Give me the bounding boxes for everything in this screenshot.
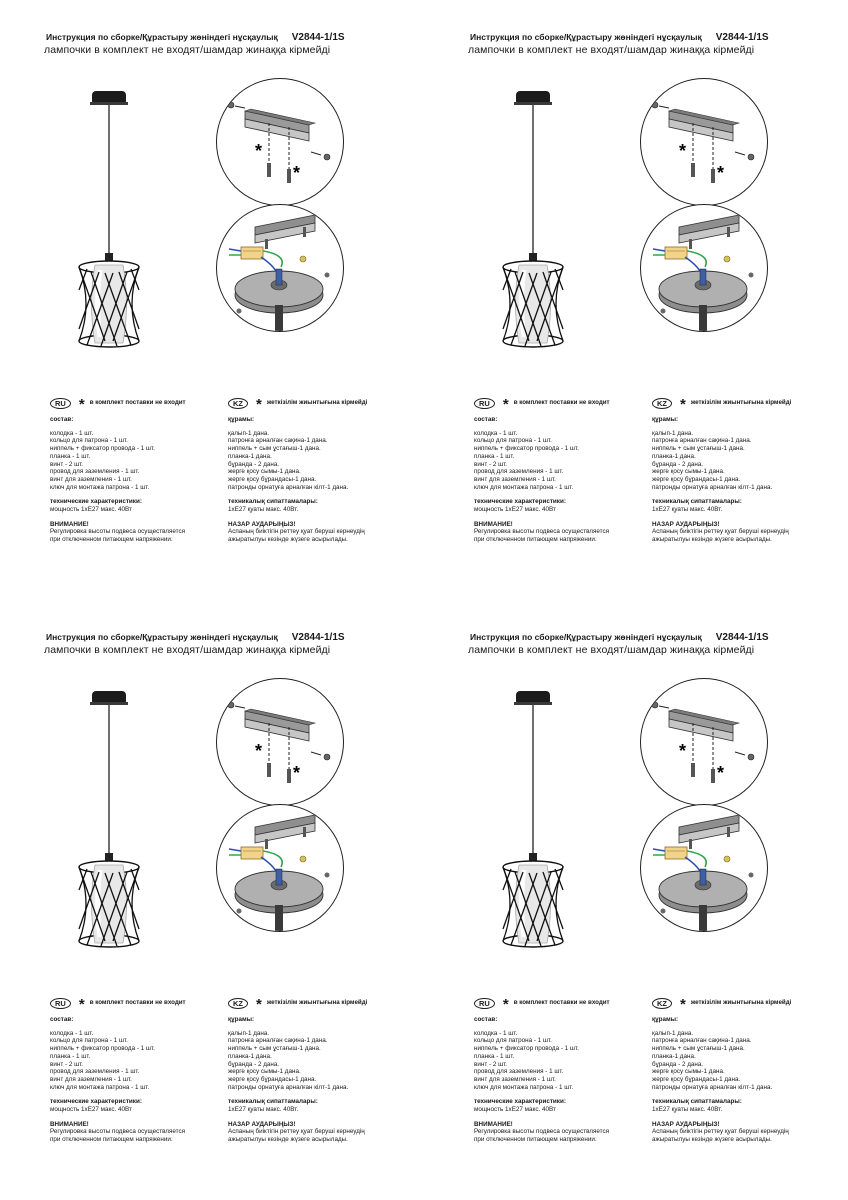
- ru-contents-label: состав:: [474, 1016, 498, 1023]
- kz-contents-item: жерге қосу бұрандасы-1 дана.: [652, 1075, 741, 1083]
- ru-contents-item: ниппель + фиксатор провода - 1 шт.: [474, 445, 579, 453]
- terminal-block: [665, 847, 687, 859]
- ru-not-included-row: [474, 396, 644, 413]
- terminal-block: [665, 247, 687, 259]
- kz-contents-item: ниппель + сым ұстағыш-1 дана.: [228, 1045, 321, 1053]
- ru-contents-item: ключ для монтажа патрона - 1 шт.: [474, 1083, 574, 1091]
- pendant-lamp-illustration: [60, 85, 170, 355]
- mounting-bar-diagram: [216, 678, 344, 806]
- screw-icon: [748, 754, 754, 760]
- instruction-sheet: [0, 600, 424, 1200]
- ru-contents-item: кольцо для патрона - 1 шт.: [50, 437, 128, 445]
- ru-warning-line: при отключенном питающем напряжении.: [50, 1136, 173, 1144]
- kz-contents-items: [228, 430, 418, 492]
- kz-contents-item: жерге қосу сымы-1 дана.: [228, 468, 301, 476]
- kz-specifications: [652, 498, 842, 513]
- kz-not-included-note: жеткізілім жиынтығына кірмейді: [690, 999, 792, 1007]
- kz-contents-items: [652, 1030, 842, 1092]
- pendant-lamp-illustration: [60, 685, 170, 955]
- kz-language-badge: KZ: [228, 398, 248, 409]
- ru-warning: [474, 521, 644, 544]
- kz-contents-item: жерге қосу бұрандасы-1 дана.: [652, 475, 741, 483]
- kz-spec-value: 1хЕ27 қуаты макс. 40Вт.: [652, 1106, 723, 1114]
- kz-contents-item: патронға арналған сақина-1 дана.: [652, 1037, 752, 1045]
- kz-not-included-note: жеткізілім жиынтығына кірмейді: [266, 999, 368, 1007]
- asterisk-mark: *: [293, 163, 301, 183]
- ru-spec-heading: технические характеристики:: [474, 498, 566, 506]
- ru-contents-item: провод для заземления - 1 шт.: [474, 468, 564, 476]
- ru-not-included-note: в комплект поставки не входит: [513, 999, 610, 1007]
- russian-parts-list: [50, 396, 220, 544]
- kz-contents-item: патронды орнатуға арналған кілт-1 дана.: [652, 1083, 773, 1091]
- kz-warning-line: ажыратылуы кезінде жүзеге асырылады.: [652, 1136, 772, 1144]
- kz-warning-heading: НАЗАР АУДАРЫҢЫЗ!: [228, 1120, 296, 1128]
- ru-contents-items: [474, 1030, 644, 1092]
- kz-spec-heading: техникалық сипаттамалары:: [652, 498, 742, 506]
- instruction-sheet: [424, 600, 848, 1200]
- wiring-canopy-diagram: [216, 204, 344, 332]
- kz-language-badge: KZ: [228, 998, 248, 1009]
- asterisk-icon: *: [78, 396, 85, 413]
- ru-contents-item: винт для заземления - 1 шт.: [474, 1075, 556, 1083]
- kz-not-included-note: жеткізілім жиынтығына кірмейді: [266, 399, 368, 407]
- kz-contents-item: планка-1 дана.: [228, 1052, 272, 1060]
- ru-contents-label: состав:: [50, 1016, 74, 1023]
- mounting-bar-diagram: [640, 678, 768, 806]
- kz-contents-item: жерге қосу сымы-1 дана.: [652, 468, 725, 476]
- russian-parts-list: [474, 996, 644, 1144]
- ru-contents-item: колодка - 1 шт.: [474, 1029, 518, 1037]
- kz-contents-item: қалып-1 дана.: [652, 1029, 694, 1037]
- kazakh-parts-list: [228, 396, 418, 544]
- ru-spec-value: мощность 1хЕ27 макс. 40Вт: [474, 506, 556, 514]
- kz-language-badge: KZ: [652, 398, 672, 409]
- ru-contents-item: винт для заземления - 1 шт.: [474, 475, 556, 483]
- kz-not-included-row: [228, 996, 418, 1013]
- kz-language-badge: KZ: [652, 998, 672, 1009]
- asterisk-icon: *: [502, 396, 509, 413]
- pendant-lamp-illustration: [484, 685, 594, 955]
- ru-warning-heading: ВНИМАНИЕ!: [50, 520, 89, 528]
- sheet-title: [470, 632, 769, 643]
- asterisk-icon: *: [502, 996, 509, 1013]
- ru-not-included-row: [50, 996, 220, 1013]
- ru-warning-line: Регулировка высоты подвеса осуществляется: [50, 1128, 186, 1136]
- kz-spec-value: 1хЕ27 қуаты макс. 40Вт.: [228, 1106, 299, 1114]
- kz-contents-item: планка-1 дана.: [652, 1052, 696, 1060]
- ru-specifications: [50, 1098, 220, 1113]
- kz-warning: [652, 521, 842, 544]
- kz-contents-items: [228, 1030, 418, 1092]
- ru-warning-heading: ВНИМАНИЕ!: [50, 1120, 89, 1128]
- kz-warning: [652, 1121, 842, 1144]
- kz-warning-line: ажыратылуы кезінде жүзеге асырылады.: [652, 536, 772, 544]
- kazakh-parts-list: [652, 396, 842, 544]
- ru-contents-item: ниппель + фиксатор провода - 1 шт.: [474, 1045, 579, 1053]
- asterisk-mark: *: [717, 163, 725, 183]
- bulbs-not-included-note: лампочки в комплект не входят/шамдар жинаққа кірмейді: [468, 644, 755, 656]
- screw-icon: [652, 102, 658, 108]
- kz-contents-item: жерге қосу бұрандасы-1 дана.: [228, 475, 317, 483]
- ru-contents-item: колодка - 1 шт.: [474, 429, 518, 437]
- ru-contents-items: [50, 430, 220, 492]
- asterisk-mark: *: [717, 763, 725, 783]
- kz-spec-heading: техникалық сипаттамалары:: [228, 1098, 318, 1106]
- kz-warning: [228, 521, 418, 544]
- bulbs-not-included-note: лампочки в комплект не входят/шамдар жинаққа кірмейді: [44, 44, 331, 56]
- ru-contents-items: [474, 430, 644, 492]
- kz-contents-item: патронға арналған сақина-1 дана.: [228, 437, 328, 445]
- ru-contents-item: винт - 2 шт.: [50, 460, 84, 468]
- kz-contents-label: құрамы:: [228, 1016, 255, 1023]
- kz-warning-line: Аспаның биіктігін реттеу қуат беруші кернеудің: [228, 528, 365, 536]
- ru-contents-label: состав:: [50, 416, 74, 423]
- kz-warning-line: ажыратылуы кезінде жүзеге асырылады.: [228, 1136, 348, 1144]
- kz-contents-item: патронға арналған сақина-1 дана.: [652, 437, 752, 445]
- ru-not-included-row: [474, 996, 644, 1013]
- ru-contents-item: ключ для монтажа патрона - 1 шт.: [50, 1083, 150, 1091]
- kz-warning-line: ажыратылуы кезінде жүзеге асырылады.: [228, 536, 348, 544]
- ru-contents-item: планка - 1 шт.: [50, 452, 91, 460]
- ru-spec-heading: технические характеристики:: [474, 1098, 566, 1106]
- kz-contents-item: ниппель + сым ұстағыш-1 дана.: [652, 1045, 745, 1053]
- screw-icon: [228, 102, 234, 108]
- kz-contents-item: патронды орнатуға арналған кілт-1 дана.: [652, 483, 773, 491]
- ru-contents-item: винт - 2 шт.: [474, 1060, 508, 1068]
- ground-wire: [687, 251, 706, 267]
- asterisk-icon: *: [256, 996, 262, 1013]
- model-number: V2844-1/1S: [715, 632, 769, 643]
- ru-contents-item: провод для заземления - 1 шт.: [474, 1068, 564, 1076]
- ru-spec-value: мощность 1хЕ27 макс. 40Вт: [50, 1106, 132, 1114]
- kz-contents-item: қалып-1 дана.: [652, 429, 694, 437]
- mounting-bar-diagram: [216, 78, 344, 206]
- neutral-wire: [261, 857, 277, 873]
- kz-contents-item: планка-1 дана.: [652, 452, 696, 460]
- screw-icon: [324, 754, 330, 760]
- kz-warning: [228, 1121, 418, 1144]
- ru-spec-heading: технические характеристики:: [50, 1098, 142, 1106]
- sheet-title: [46, 32, 345, 43]
- asterisk-mark: *: [293, 763, 301, 783]
- kz-contents-item: жерге қосу сымы-1 дана.: [228, 1068, 301, 1076]
- ru-warning-line: при отключенном питающем напряжении.: [474, 536, 597, 544]
- ru-spec-heading: технические характеристики:: [50, 498, 142, 506]
- kz-contents-item: қалып-1 дана.: [228, 1029, 270, 1037]
- kz-specifications: [228, 1098, 418, 1113]
- model-number: V2844-1/1S: [291, 632, 345, 643]
- wiring-canopy-diagram: [216, 804, 344, 932]
- ground-wire: [263, 251, 282, 267]
- ru-contents-items: [50, 1030, 220, 1092]
- ru-contents-item: винт для заземления - 1 шт.: [50, 475, 132, 483]
- wiring-canopy-diagram: [640, 804, 768, 932]
- ru-warning-line: при отключенном питающем напряжении.: [50, 536, 173, 544]
- kz-contents-label: құрамы:: [652, 416, 679, 423]
- asterisk-icon: *: [680, 996, 686, 1013]
- ground-wire: [263, 851, 282, 867]
- ru-spec-value: мощность 1хЕ27 макс. 40Вт: [474, 1106, 556, 1114]
- kz-spec-value: 1хЕ27 қуаты макс. 40Вт.: [228, 506, 299, 514]
- ru-contents-item: планка - 1 шт.: [50, 1052, 91, 1060]
- ru-language-badge: RU: [50, 398, 71, 409]
- asterisk-mark: *: [255, 741, 263, 761]
- ru-warning: [474, 1121, 644, 1144]
- kz-contents-item: патронға арналған сақина-1 дана.: [228, 1037, 328, 1045]
- ru-contents-item: ниппель + фиксатор провода - 1 шт.: [50, 445, 155, 453]
- ru-language-badge: RU: [474, 398, 495, 409]
- ru-contents-item: колодка - 1 шт.: [50, 1029, 94, 1037]
- kz-contents-item: бұранда - 2 дана.: [228, 460, 280, 468]
- kz-contents-item: бұранда - 2 дана.: [652, 1060, 704, 1068]
- ru-contents-item: провод для заземления - 1 шт.: [50, 1068, 140, 1076]
- kz-not-included-row: [652, 396, 842, 413]
- kz-warning-line: Аспаның биіктігін реттеу қуат беруші кернеудің: [228, 1128, 365, 1136]
- kz-contents-item: жерге қосу сымы-1 дана.: [652, 1068, 725, 1076]
- kz-contents-item: жерге қосу бұрандасы-1 дана.: [228, 1075, 317, 1083]
- ru-contents-item: винт для заземления - 1 шт.: [50, 1075, 132, 1083]
- ru-not-included-note: в комплект поставки не входит: [89, 399, 186, 407]
- title-text: Инструкция по сборке/Құрастыру жөніндегі нұсқаулық: [470, 32, 702, 42]
- kz-contents-item: бұранда - 2 дана.: [228, 1060, 280, 1068]
- kz-contents-item: ниппель + сым ұстағыш-1 дана.: [652, 445, 745, 453]
- kz-warning-heading: НАЗАР АУДАРЫҢЫЗ!: [228, 520, 296, 528]
- ru-warning-line: Регулировка высоты подвеса осуществляется: [474, 528, 610, 536]
- ru-contents-item: кольцо для патрона - 1 шт.: [474, 1037, 552, 1045]
- ru-not-included-note: в комплект поставки не входит: [513, 399, 610, 407]
- asterisk-mark: *: [255, 141, 263, 161]
- screw-icon: [652, 702, 658, 708]
- kz-spec-value: 1хЕ27 қуаты макс. 40Вт.: [652, 506, 723, 514]
- screw-icon: [228, 702, 234, 708]
- terminal-block: [241, 847, 263, 859]
- ru-warning-heading: ВНИМАНИЕ!: [474, 1120, 513, 1128]
- kz-contents-items: [652, 430, 842, 492]
- ru-warning: [50, 1121, 220, 1144]
- kz-contents-item: патронды орнатуға арналған кілт-1 дана.: [228, 483, 349, 491]
- kz-specifications: [228, 498, 418, 513]
- asterisk-icon: *: [256, 396, 262, 413]
- title-text: Инструкция по сборке/Құрастыру жөніндегі нұсқаулық: [46, 632, 278, 642]
- kazakh-parts-list: [652, 996, 842, 1144]
- kz-not-included-note: жеткізілім жиынтығына кірмейді: [690, 399, 792, 407]
- asterisk-mark: *: [679, 141, 687, 161]
- sheet-title: [470, 32, 769, 43]
- instruction-sheet: [0, 0, 424, 600]
- ru-contents-item: колодка - 1 шт.: [50, 429, 94, 437]
- ru-not-included-note: в комплект поставки не входит: [89, 999, 186, 1007]
- terminal-block: [241, 247, 263, 259]
- mounting-bar-diagram: [640, 78, 768, 206]
- asterisk-mark: *: [679, 741, 687, 761]
- ru-contents-label: состав:: [474, 416, 498, 423]
- kz-contents-item: қалып-1 дана.: [228, 429, 270, 437]
- ru-contents-item: ключ для монтажа патрона - 1 шт.: [50, 483, 150, 491]
- neutral-wire: [261, 257, 277, 273]
- ru-language-badge: RU: [50, 998, 71, 1009]
- ru-contents-item: винт - 2 шт.: [474, 460, 508, 468]
- ru-contents-item: провод для заземления - 1 шт.: [50, 468, 140, 476]
- kz-contents-item: планка-1 дана.: [228, 452, 272, 460]
- model-number: V2844-1/1S: [291, 32, 345, 43]
- ru-contents-item: планка - 1 шт.: [474, 1052, 515, 1060]
- asterisk-icon: *: [78, 996, 85, 1013]
- bulbs-not-included-note: лампочки в комплект не входят/шамдар жинаққа кірмейді: [468, 44, 755, 56]
- title-text: Инструкция по сборке/Құрастыру жөніндегі нұсқаулық: [46, 32, 278, 42]
- kz-spec-heading: техникалық сипаттамалары:: [228, 498, 318, 506]
- instruction-sheet: [424, 0, 848, 600]
- ru-spec-value: мощность 1хЕ27 макс. 40Вт: [50, 506, 132, 514]
- ru-contents-item: кольцо для патрона - 1 шт.: [474, 437, 552, 445]
- wiring-canopy-diagram: [640, 204, 768, 332]
- neutral-wire: [685, 257, 701, 273]
- model-number: V2844-1/1S: [715, 32, 769, 43]
- pendant-lamp-illustration: [484, 85, 594, 355]
- kz-specifications: [652, 1098, 842, 1113]
- ru-language-badge: RU: [474, 998, 495, 1009]
- kz-contents-item: ниппель + сым ұстағыш-1 дана.: [228, 445, 321, 453]
- ru-warning-heading: ВНИМАНИЕ!: [474, 520, 513, 528]
- ru-not-included-row: [50, 396, 220, 413]
- ru-specifications: [474, 1098, 644, 1113]
- ru-specifications: [474, 498, 644, 513]
- ru-warning-line: Регулировка высоты подвеса осуществляется: [474, 1128, 610, 1136]
- russian-parts-list: [50, 996, 220, 1144]
- kz-not-included-row: [228, 396, 418, 413]
- sheet-title: [46, 632, 345, 643]
- title-text: Инструкция по сборке/Құрастыру жөніндегі нұсқаулық: [470, 632, 702, 642]
- kz-not-included-row: [652, 996, 842, 1013]
- kz-warning-heading: НАЗАР АУДАРЫҢЫЗ!: [652, 1120, 720, 1128]
- kz-contents-item: бұранда - 2 дана.: [652, 460, 704, 468]
- asterisk-icon: *: [680, 396, 686, 413]
- kz-warning-line: Аспаның биіктігін реттеу қуат беруші кернеудің: [652, 528, 789, 536]
- screw-icon: [748, 154, 754, 160]
- ru-warning: [50, 521, 220, 544]
- kz-spec-heading: техникалық сипаттамалары:: [652, 1098, 742, 1106]
- bulbs-not-included-note: лампочки в комплект не входят/шамдар жинаққа кірмейді: [44, 644, 331, 656]
- kazakh-parts-list: [228, 996, 418, 1144]
- ru-contents-item: ключ для монтажа патрона - 1 шт.: [474, 483, 574, 491]
- ru-contents-item: планка - 1 шт.: [474, 452, 515, 460]
- ru-contents-item: винт - 2 шт.: [50, 1060, 84, 1068]
- screw-icon: [324, 154, 330, 160]
- ru-specifications: [50, 498, 220, 513]
- ground-wire: [687, 851, 706, 867]
- kz-contents-label: құрамы:: [228, 416, 255, 423]
- ru-warning-line: Регулировка высоты подвеса осуществляется: [50, 528, 186, 536]
- kz-warning-heading: НАЗАР АУДАРЫҢЫЗ!: [652, 520, 720, 528]
- russian-parts-list: [474, 396, 644, 544]
- ru-contents-item: кольцо для патрона - 1 шт.: [50, 1037, 128, 1045]
- kz-contents-label: құрамы:: [652, 1016, 679, 1023]
- kz-contents-item: патронды орнатуға арналған кілт-1 дана.: [228, 1083, 349, 1091]
- kz-warning-line: Аспаның биіктігін реттеу қуат беруші кернеудің: [652, 1128, 789, 1136]
- ru-contents-item: ниппель + фиксатор провода - 1 шт.: [50, 1045, 155, 1053]
- ru-warning-line: при отключенном питающем напряжении.: [474, 1136, 597, 1144]
- neutral-wire: [685, 857, 701, 873]
